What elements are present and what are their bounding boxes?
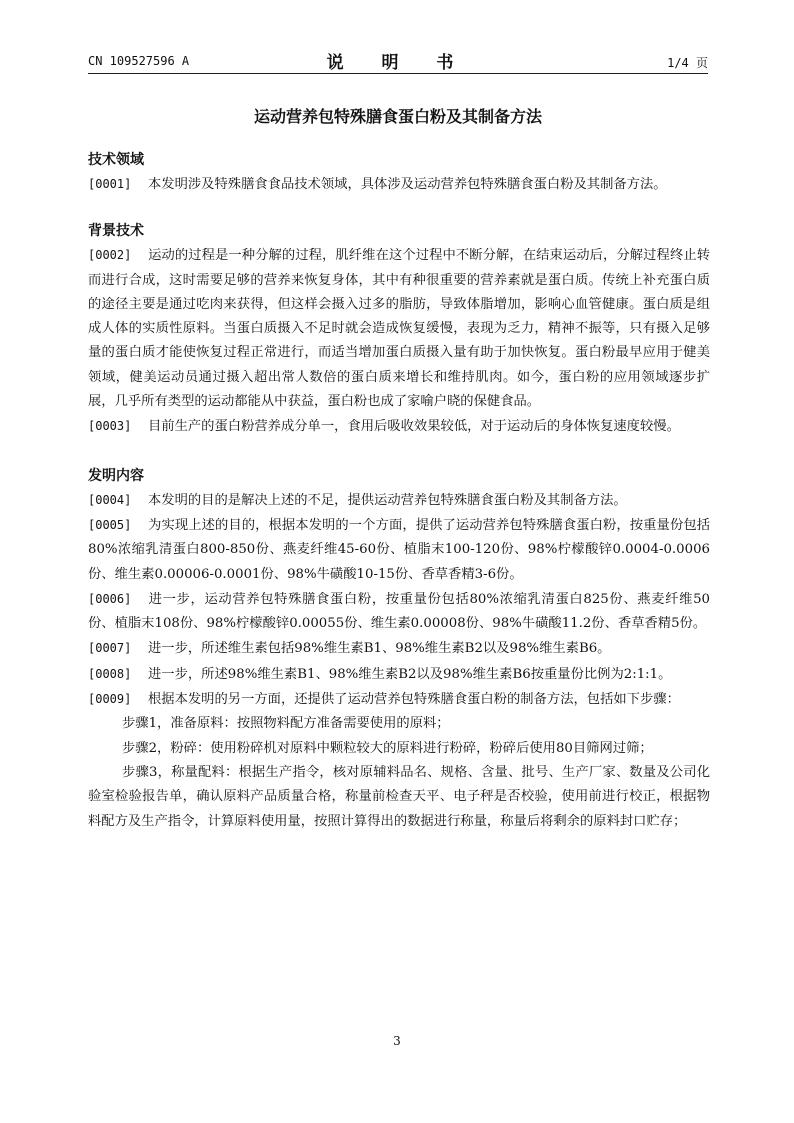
paragraph-number: [0007] xyxy=(88,641,132,656)
page-number: 3 xyxy=(393,1034,401,1048)
paragraph-number: [0006] xyxy=(88,591,132,606)
paragraph-number: [0001] xyxy=(88,177,132,191)
step-2: 步骤2，粉碎：使用粉碎机对原料中颗粒较大的原料进行粉碎，粉碎后使用80目筛网过筛； xyxy=(122,740,653,756)
paragraph-0004 xyxy=(88,488,710,513)
paragraph-text: 为实现上述的目的，根据本发明的一个方面，提供了运动营养包特殊膳食蛋白粉，按重量份包括80%浓缩乳清蛋白800-850份、燕麦纤维45-60份、植脂末100-120份、98%柠檬酸锌0.0004-0.0006份、维生素0.00006-0.0001份、98%牛磺酸10-15份、香草香精3-6份。 xyxy=(88,517,710,582)
paragraph-0006 xyxy=(88,587,710,637)
paragraph-text: 进一步，运动营养包特殊膳食蛋白粉，按重量份包括80%浓缩乳清蛋白825份、燕麦纤维50份、植脂末108份、98%柠檬酸锌0.00055份、维生素0.00008份、98%牛磺酸11.2份、香草香精5份。 xyxy=(88,591,710,632)
page-header xyxy=(88,44,708,72)
document-title: 运动营养包特殊膳食蛋白粉及其制备方法 xyxy=(253,107,542,126)
paragraph-number: [0009] xyxy=(88,692,132,707)
paragraph-number: [0004] xyxy=(88,492,132,507)
paragraph-text: 根据本发明的另一方面，还提供了运动营养包特殊膳食蛋白粉的制备方法，包括如下步骤： xyxy=(148,692,680,708)
paragraph-0007 xyxy=(88,636,710,661)
paragraph-0002 xyxy=(88,243,710,414)
paragraph-text: 进一步，所述维生素包括98%维生素B1、98%维生素B2以及98%维生素B6。 xyxy=(148,641,611,657)
paragraph-number: [0008] xyxy=(88,666,132,681)
header-rule xyxy=(88,73,708,74)
paragraph-text: 本发明涉及特殊膳食食品技术领域，具体涉及运动营养包特殊膳食蛋白粉及其制备方法。 xyxy=(148,177,667,192)
heading-tech-field: 技术领域 xyxy=(88,152,144,168)
paragraph-number: [0002] xyxy=(88,248,132,263)
heading-background: 背景技术 xyxy=(88,223,144,240)
step-1: 步骤1，准备原料：按照物料配方准备需要使用的原料； xyxy=(122,716,450,732)
paragraph-number: [0005] xyxy=(88,517,132,532)
paragraph-0008 xyxy=(88,662,710,687)
paragraph-text: 运动的过程是一种分解的过程，肌纤维在这个过程中不断分解，在结束运动后，分解过程终止转而进行合成，这时需要足够的营养来恢复身体，其中有种很重要的营养素就是蛋白质。传统上补充蛋白质的途径主要是通过吃肉来获得，但这样会摄入过多的脂肪，导致体脂增加，影响心血管健康。蛋白质是组成人体的实质性原料。当蛋白质摄入不足时就会造成恢复缓慢，表现为乏力，精神不振等，只有摄入足够量的蛋白质才能使恢复过程正常进行，而适当增加蛋白质摄入量有助于加快恢复。蛋白粉最早应用于健美领域，健美运动员通过摄入超出常人数倍的蛋白质来增长和维持肌肉。如今，蛋白粉的应用领域逐步扩展，几乎所有类型的运动都能从中获益，蛋白粉也成了家喻户晓的保健食品。 xyxy=(88,248,710,410)
paragraph-text: 目前生产的蛋白粉营养成分单一，食用后吸收效果较低，对于运动后的身体恢复速度较慢。 xyxy=(148,419,680,435)
section-label: 说 明 书 xyxy=(326,53,470,73)
step-3: 步骤3，称量配料：根据生产指令，核对原辅料品名、规格、含量、批号、生产厂家、数量及公司化验室检验报告单，确认原料产品质量合格，称量前检查天平、电子秤是否校验，使用前进行校正，根据物料配方及生产指令，计算原料使用量，按照计算得出的数据进行称量，称量后将剩余的原料封口贮存； xyxy=(88,764,710,829)
paragraph-text: 本发明的目的是解决上述的不足，提供运动营养包特殊膳食蛋白粉及其制备方法。 xyxy=(148,492,627,508)
heading-invention: 发明内容 xyxy=(88,467,144,484)
paragraph-text: 进一步，所述98%维生素B1、98%维生素B2以及98%维生素B6按重量份比例为2:1:1。 xyxy=(148,666,672,682)
paragraph-0005 xyxy=(88,513,710,587)
page-indicator: 1/4 页 xyxy=(667,56,708,70)
paragraph-0009 xyxy=(88,687,710,712)
document-body xyxy=(88,148,710,834)
paragraph-0003 xyxy=(88,414,710,439)
paragraph-number: [0003] xyxy=(88,419,132,434)
paragraph-0001 xyxy=(88,172,710,197)
document-number: CN 109527596 A xyxy=(88,54,190,68)
